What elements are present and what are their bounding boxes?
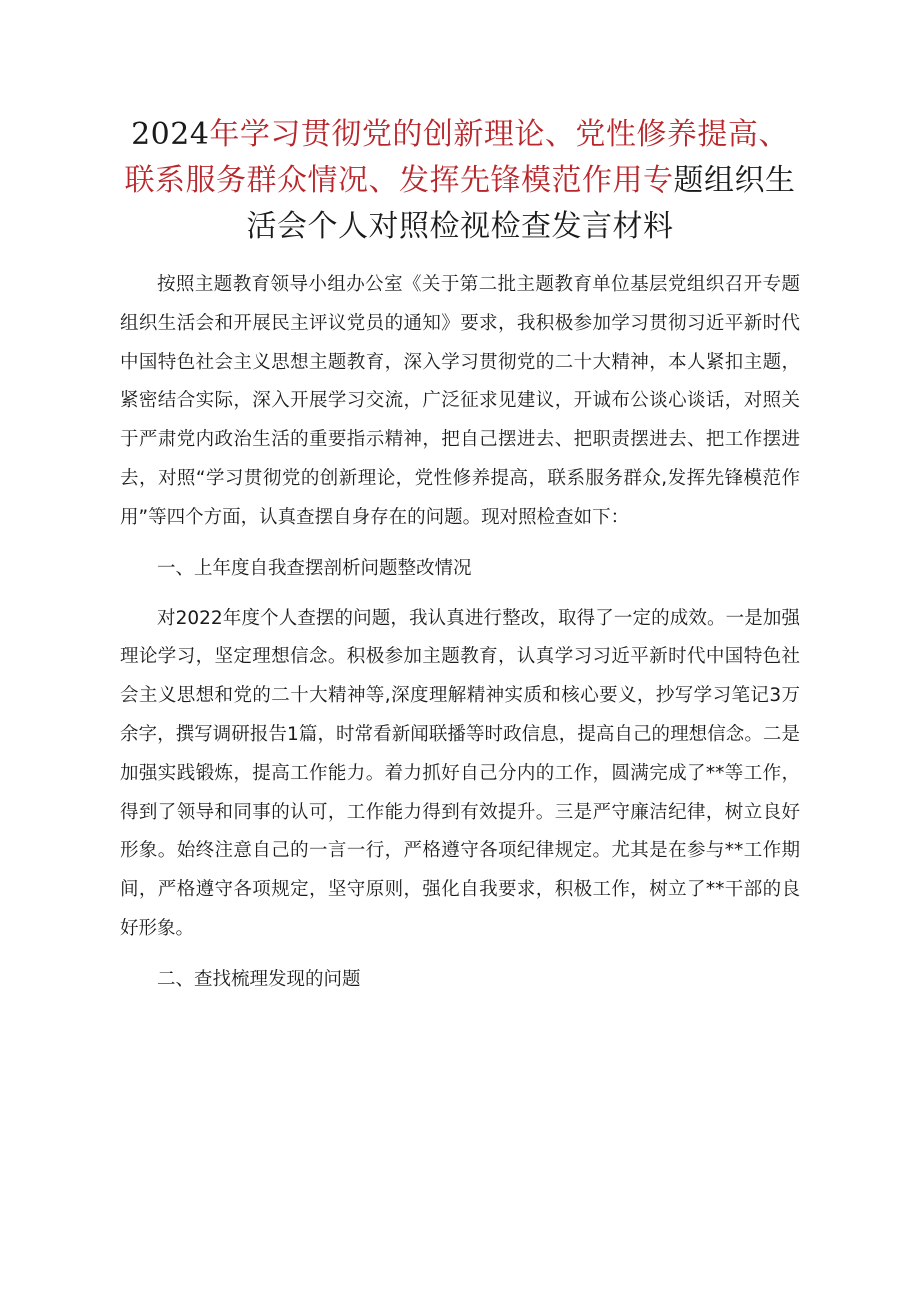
intro-paragraph: 按照主题教育领导小组办公室《关于第二批主题教育单位基层党组织召开专题组织生活会和开展民主评议党员的通知》要求，我积极参加学习贯彻习近平新时代中国特色社会主义思想主题教育，深入学习贯彻党的二十大精神，本人紧扣主题，紧密结合实际，深入开展学习交流，广泛征求见建议，开诚布公谈心谈话，对照关于严肃党内政治生活的重要指示精神，把自己摆进去、把职责摆进去、把工作摆进去，对照“学习贯彻党的创新理论，党性修养提高，联系服务群众,发挥先锋模范作用”等四个方面，认真查摆自身存在的问题。现对照检查如下： [120,274,800,528]
section-2-heading: 二、查找梳理发现的问题 [157,968,361,990]
document-title [120,112,800,250]
title-year: 2024 [131,117,210,152]
section-1-body: 对2022年度个人查摆的问题，我认真进行整改，取得了一定的成效。一是加强理论学习，坚定理想信念。积极参加主题教育，认真学习习近平新时代中国特色社会主义思想和党的二十大精神等,深度理解精神实质和核心要义，抄写学习笔记3万余字，撰写调研报告1篇，时常看新闻联播等时政信息，提高自己的理想信念。二是加强实践锻炼，提高工作能力。着力抓好自己分内的工作，圆满完成了**等工作，得到了领导和同事的认可，工作能力得到有效提升。三是严守廉洁纪律，树立良好形象。始终注意自己的一言一行，严格遵守各项纪律规定。尤其是在参与**工作期间，严格遵守各项规定，坚守原则，强化自我要求，积极工作，树立了**干部的良好形象。 [120,607,800,939]
title-red-part: 年学习贯彻党的创新理论、党性修养提高、联系服务群众情况、发挥先锋模范作用专 [124,117,789,198]
section-1-heading: 一、上年度自我查摆剖析问题整改情况 [157,557,472,579]
title-dark-part: 题组织生活会个人对照检视检查发言材料 [246,163,796,244]
